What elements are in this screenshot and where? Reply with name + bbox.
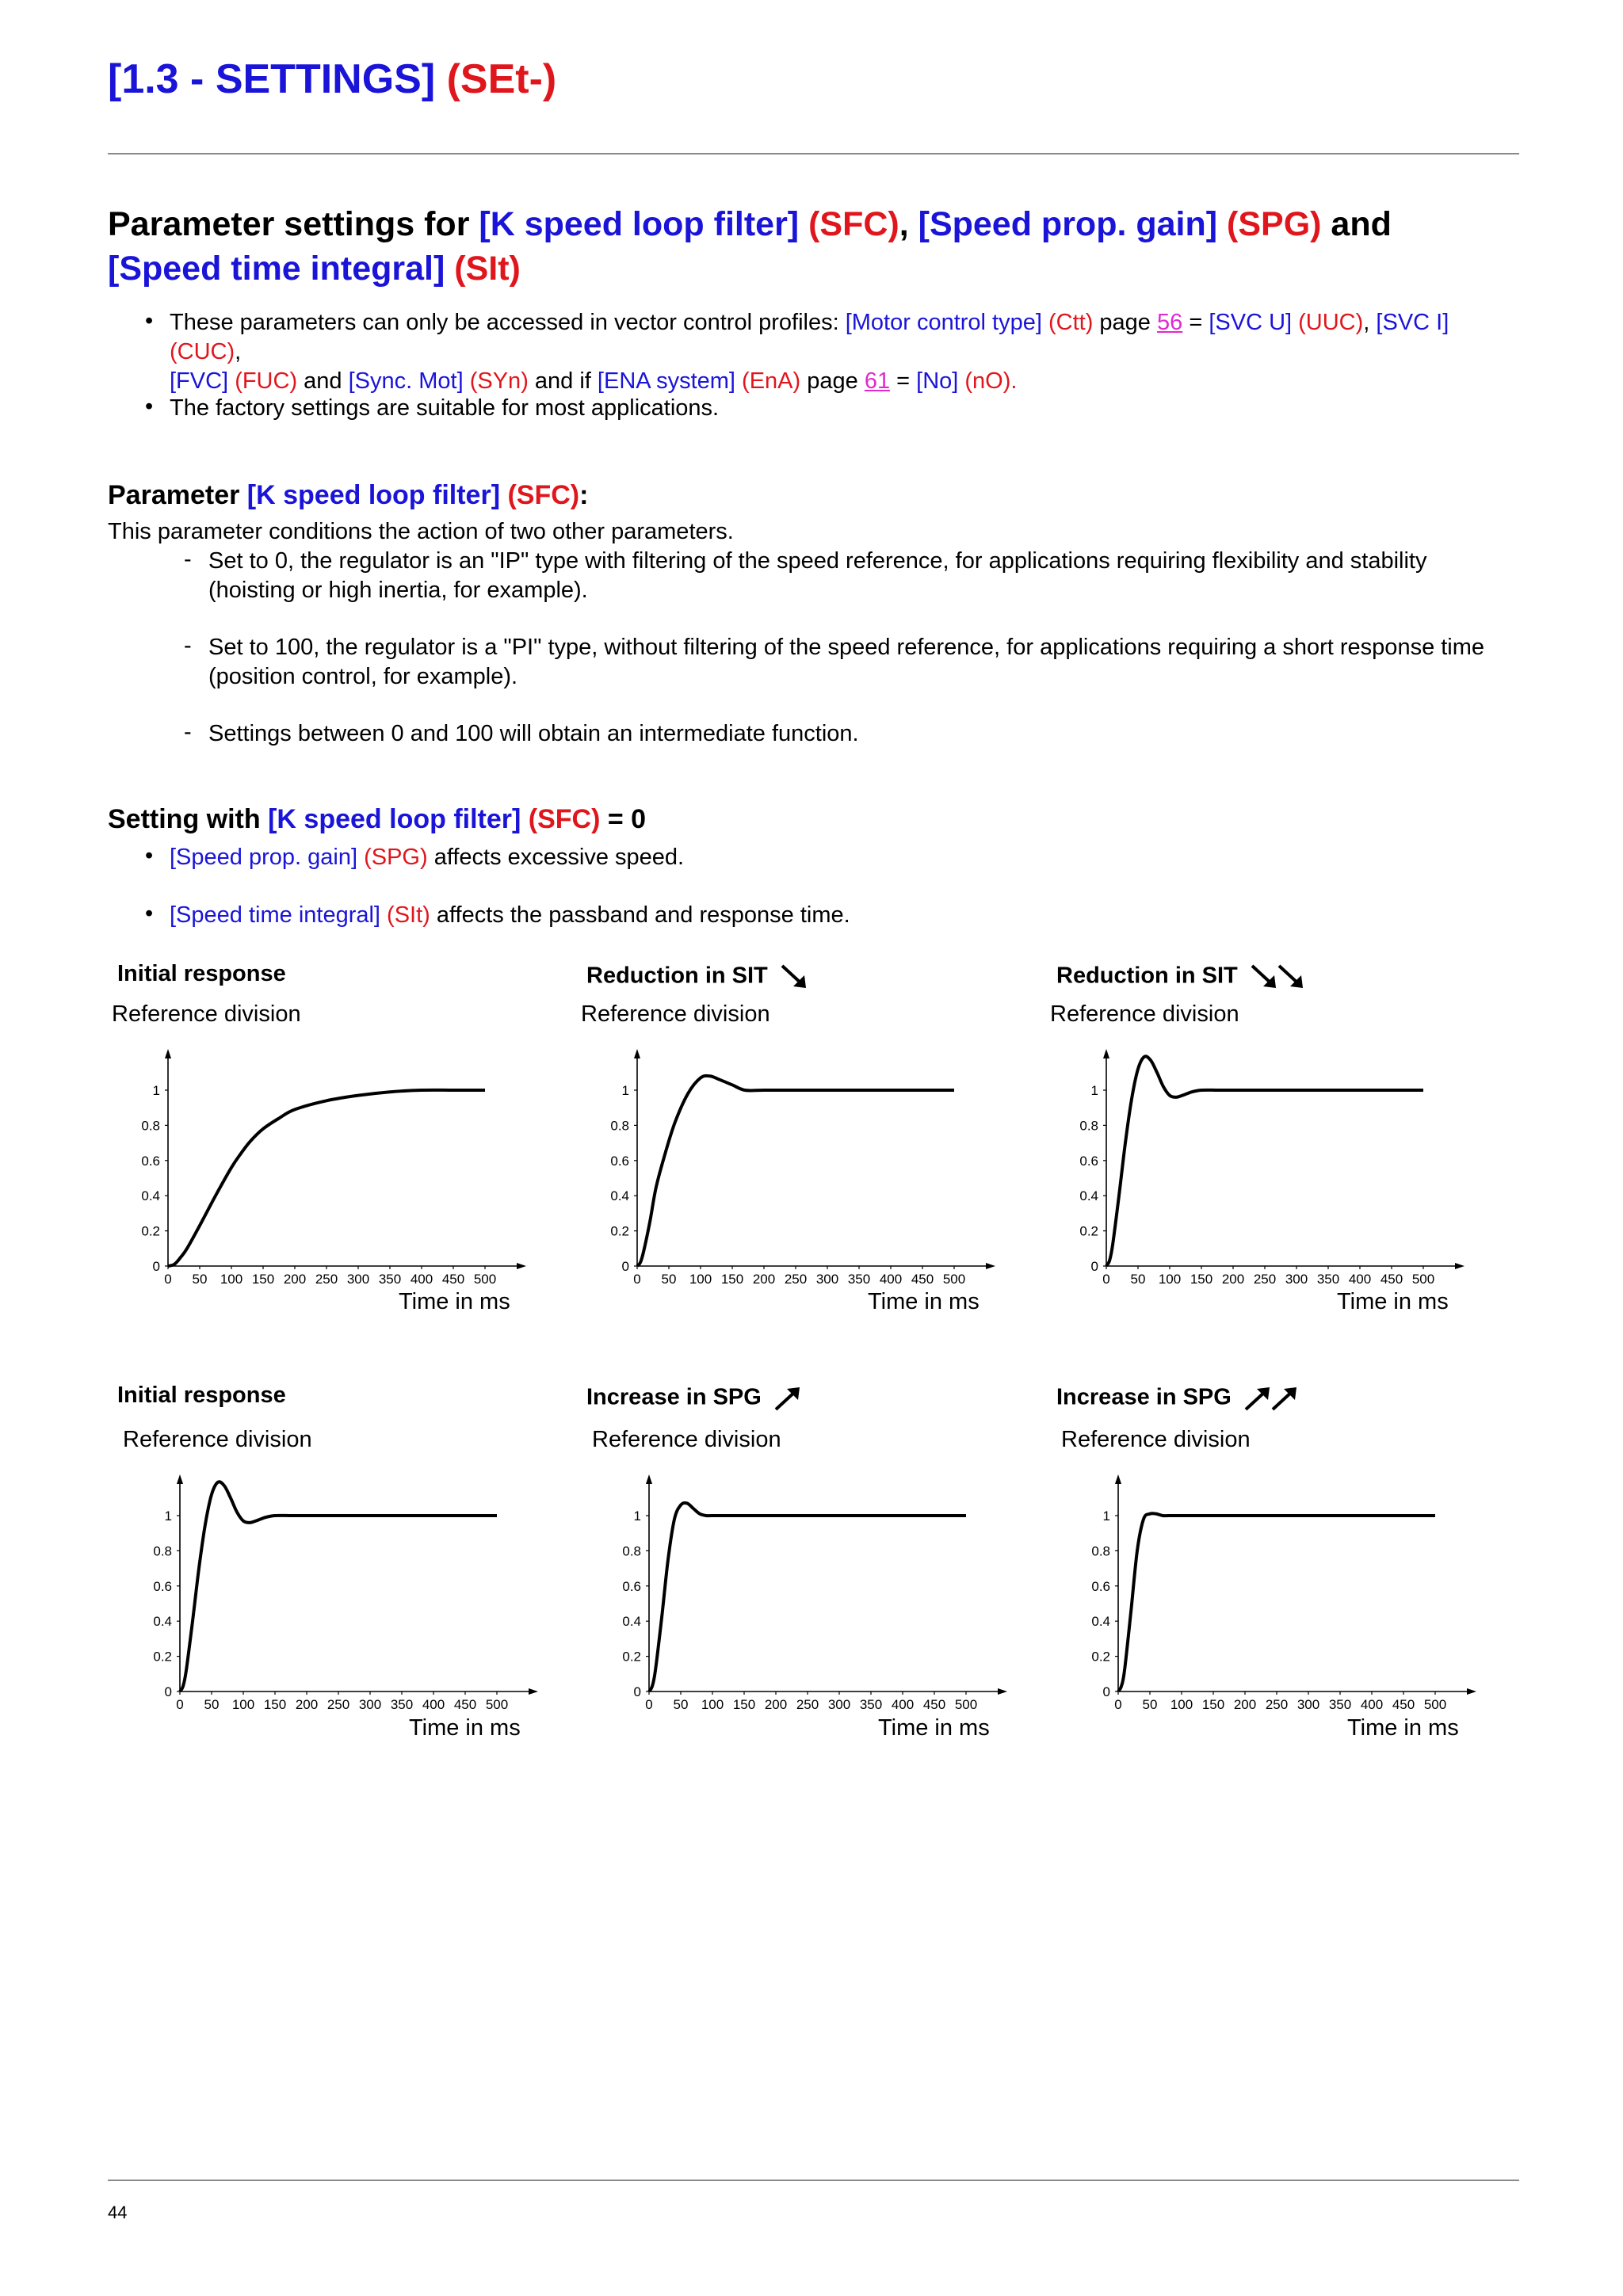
arrow-up-right-icon xyxy=(1243,1383,1314,1414)
x-tick-label: 500 xyxy=(954,1697,978,1712)
x-tick-label: 350 xyxy=(1316,1272,1340,1287)
chart-title-text: Increase in SPG xyxy=(586,1384,762,1410)
x-tick-label: 400 xyxy=(891,1697,915,1712)
bullet-dot: • xyxy=(145,394,154,419)
response-curve xyxy=(637,1076,954,1266)
param-sfc-item: Set to 100, the regulator is a "PI" type, without filtering of the speed reference, for applications requiring a short response time (position control, for example). xyxy=(208,635,1485,689)
param-sfc-heading xyxy=(108,480,588,511)
x-tick-label: 350 xyxy=(859,1697,883,1712)
bullet-dot: • xyxy=(145,308,154,334)
x-tick-label: 300 xyxy=(1285,1272,1308,1287)
text: and xyxy=(297,368,349,394)
response-curve xyxy=(168,1090,485,1266)
param-code: (SYn) xyxy=(469,368,529,394)
x-axis-arrow xyxy=(998,1688,1007,1695)
response-chart xyxy=(588,1046,1000,1287)
x-tick-label: 0 xyxy=(645,1697,653,1712)
chart-title xyxy=(586,961,819,993)
x-tick-label: 0 xyxy=(1102,1272,1110,1287)
x-tick-label: 300 xyxy=(1296,1697,1320,1712)
x-tick-label: 50 xyxy=(673,1697,689,1712)
param-code: (Ctt) xyxy=(1048,310,1094,335)
x-tick-label: 100 xyxy=(1170,1697,1193,1712)
y-tick-label: 0.6 xyxy=(1079,1153,1098,1169)
y-tick-label: 0.4 xyxy=(141,1188,160,1204)
y-axis-arrow xyxy=(646,1474,652,1484)
x-tick-label: 450 xyxy=(441,1272,465,1287)
text: and if xyxy=(528,368,598,394)
text: affects excessive speed. xyxy=(427,845,685,870)
section-header xyxy=(108,55,556,103)
x-tick-label: 500 xyxy=(942,1272,966,1287)
y-tick-label: 0.4 xyxy=(622,1614,641,1630)
bottom-rule xyxy=(108,2180,1519,2181)
chart-title xyxy=(117,961,286,987)
response-curve xyxy=(180,1482,497,1691)
param-sfc-item: Set to 0, the regulator is an "IP" type with filtering of the speed reference, for applications requiring flexibility and stability (hoisting or high inertia, for example). xyxy=(208,548,1427,603)
chart-ylabel: Reference division xyxy=(112,1001,301,1027)
param-name: [K speed loop filter] xyxy=(268,804,521,834)
response-chart xyxy=(1069,1471,1481,1712)
x-tick-label: 400 xyxy=(1360,1697,1384,1712)
text: . xyxy=(1010,368,1018,394)
x-tick-label: 400 xyxy=(422,1697,445,1712)
x-tick-label: 400 xyxy=(879,1272,903,1287)
x-tick-label: 200 xyxy=(752,1272,776,1287)
param-name: [SVC U] xyxy=(1209,310,1293,335)
x-tick-label: 250 xyxy=(796,1697,819,1712)
x-tick-label: 500 xyxy=(1411,1272,1435,1287)
y-tick-label: 0.2 xyxy=(610,1223,629,1239)
bullet-access-conditions xyxy=(170,308,1525,396)
x-tick-label: 100 xyxy=(220,1272,243,1287)
y-tick-label: 0.8 xyxy=(1091,1543,1110,1559)
title-and: and xyxy=(1321,205,1392,243)
y-tick-label: 0.8 xyxy=(153,1543,172,1559)
param-name: [Speed time integral] xyxy=(170,902,380,928)
y-tick-label: 0.2 xyxy=(141,1223,160,1239)
y-axis-arrow xyxy=(165,1049,171,1058)
title-sit-link: [Speed time integral] xyxy=(108,250,445,288)
y-axis-arrow xyxy=(177,1474,183,1484)
chart-xlabel: Time in ms xyxy=(1347,1715,1459,1741)
x-tick-label: 100 xyxy=(701,1697,724,1712)
section-header-blue: [1.3 - SETTINGS] xyxy=(108,56,436,102)
x-tick-label: 100 xyxy=(689,1272,712,1287)
y-tick-label: 1 xyxy=(1102,1508,1110,1524)
x-tick-label: 0 xyxy=(176,1697,184,1712)
chart-title xyxy=(586,1383,812,1414)
x-tick-label: 0 xyxy=(1114,1697,1122,1712)
x-tick-label: 450 xyxy=(1380,1272,1403,1287)
title-sit-code: (SIt) xyxy=(454,250,521,288)
text: , xyxy=(235,339,242,364)
x-tick-label: 500 xyxy=(1423,1697,1447,1712)
title-comma: , xyxy=(899,205,918,243)
param-name: [Motor control type] xyxy=(845,310,1042,335)
top-rule xyxy=(108,153,1519,154)
x-axis-arrow xyxy=(517,1263,526,1269)
chart-xlabel: Time in ms xyxy=(409,1715,521,1741)
x-tick-label: 300 xyxy=(815,1272,839,1287)
text: affects the passband and response time. xyxy=(430,902,850,928)
x-axis-arrow xyxy=(1467,1688,1476,1695)
chart-title-text: Reduction in SIT xyxy=(586,963,768,989)
param-code: (nO) xyxy=(964,368,1011,394)
y-tick-label: 0.6 xyxy=(1091,1578,1110,1594)
page-number: 44 xyxy=(108,2203,128,2222)
text: page xyxy=(800,368,865,394)
title-sfc-link: [K speed loop filter] xyxy=(479,205,800,243)
y-tick-label: 0.4 xyxy=(610,1188,629,1204)
y-tick-label: 0.6 xyxy=(141,1153,160,1169)
y-tick-label: 0 xyxy=(633,1684,641,1699)
arrow-down-right-icon xyxy=(779,961,819,993)
y-tick-label: 1 xyxy=(152,1083,160,1098)
chart-title-text: Initial response xyxy=(117,1383,286,1408)
y-tick-label: 0.8 xyxy=(1079,1118,1098,1134)
y-tick-label: 1 xyxy=(633,1508,641,1524)
x-tick-label: 150 xyxy=(263,1697,287,1712)
chart-ylabel: Reference division xyxy=(1050,1001,1239,1027)
y-tick-label: 0.8 xyxy=(622,1543,641,1559)
bullet-sit-effect xyxy=(170,901,1525,930)
text: Parameter xyxy=(108,480,247,510)
response-curve xyxy=(649,1503,966,1691)
x-tick-label: 250 xyxy=(327,1697,350,1712)
param-name: [No] xyxy=(916,368,959,394)
bullet-dot: • xyxy=(145,901,154,926)
x-axis-arrow xyxy=(529,1688,538,1695)
x-tick-label: 400 xyxy=(1348,1272,1372,1287)
y-tick-label: 0 xyxy=(1090,1259,1098,1274)
param-code: (CUC) xyxy=(170,339,235,364)
x-axis-arrow xyxy=(1455,1263,1465,1269)
y-tick-label: 1 xyxy=(164,1508,172,1524)
y-axis-arrow xyxy=(1115,1474,1121,1484)
response-chart xyxy=(131,1471,543,1712)
bullet-dot: • xyxy=(145,843,154,868)
x-tick-label: 50 xyxy=(192,1272,208,1287)
x-axis-arrow xyxy=(986,1263,995,1269)
x-tick-label: 300 xyxy=(346,1272,370,1287)
y-tick-label: 0.4 xyxy=(153,1614,172,1630)
param-name: [K speed loop filter] xyxy=(246,480,501,510)
text: Setting with xyxy=(108,804,269,834)
y-tick-label: 0.2 xyxy=(1091,1649,1110,1665)
y-axis-arrow xyxy=(634,1049,640,1058)
text: = 0 xyxy=(600,804,647,834)
y-tick-label: 0.2 xyxy=(153,1649,172,1665)
x-tick-label: 500 xyxy=(485,1697,509,1712)
x-tick-label: 150 xyxy=(732,1697,756,1712)
arrow-up-right-icon xyxy=(773,1383,812,1414)
chart-ylabel: Reference division xyxy=(123,1427,312,1452)
param-name: [Sync. Mot] xyxy=(348,368,464,394)
chart-ylabel: Reference division xyxy=(1061,1427,1251,1452)
bullet-factory-settings: The factory settings are suitable for most applications. xyxy=(170,395,720,421)
section-header-red: (SEt-) xyxy=(446,56,557,102)
setting-sfc-heading xyxy=(108,804,646,835)
y-tick-label: 0.2 xyxy=(1079,1223,1098,1239)
x-tick-label: 150 xyxy=(1201,1697,1225,1712)
param-code: (FUC) xyxy=(235,368,298,394)
x-tick-label: 100 xyxy=(1158,1272,1182,1287)
x-tick-label: 350 xyxy=(847,1272,871,1287)
param-name: [FVC] xyxy=(170,368,229,394)
response-curve xyxy=(1118,1513,1435,1691)
chart-xlabel: Time in ms xyxy=(399,1289,510,1314)
chart-xlabel: Time in ms xyxy=(868,1289,980,1314)
title-text: Parameter settings for xyxy=(108,205,479,243)
title-spg-link: [Speed prop. gain] xyxy=(918,205,1218,243)
chart-xlabel: Time in ms xyxy=(878,1715,990,1741)
response-chart xyxy=(119,1046,531,1287)
param-code: (UUC) xyxy=(1298,310,1364,335)
chart-title xyxy=(1056,1383,1314,1414)
dash: - xyxy=(184,633,192,658)
x-tick-label: 450 xyxy=(911,1272,934,1287)
x-tick-label: 500 xyxy=(473,1272,497,1287)
x-tick-label: 250 xyxy=(1253,1272,1277,1287)
title-spg-code: (SPG) xyxy=(1227,205,1322,243)
y-tick-label: 0 xyxy=(621,1259,629,1274)
x-tick-label: 350 xyxy=(1328,1697,1352,1712)
page-link-56[interactable]: 56 xyxy=(1157,310,1183,335)
chart-title xyxy=(1056,961,1320,993)
x-tick-label: 0 xyxy=(633,1272,641,1287)
chart-title-text: Reduction in SIT xyxy=(1056,963,1238,989)
x-tick-label: 450 xyxy=(922,1697,946,1712)
arrow-down-right-icon xyxy=(1249,961,1320,993)
x-tick-label: 150 xyxy=(251,1272,275,1287)
y-tick-label: 0 xyxy=(1102,1684,1110,1699)
response-curve xyxy=(1106,1056,1423,1266)
param-code: (SPG) xyxy=(364,845,428,870)
y-tick-label: 1 xyxy=(621,1083,629,1098)
y-tick-label: 0.6 xyxy=(153,1578,172,1594)
y-tick-label: 0.4 xyxy=(1079,1188,1098,1204)
x-tick-label: 350 xyxy=(378,1272,402,1287)
x-tick-label: 150 xyxy=(720,1272,744,1287)
text: These parameters can only be accessed in vector control profiles: xyxy=(170,310,846,335)
chart-title xyxy=(117,1383,286,1409)
x-tick-label: 50 xyxy=(661,1272,677,1287)
x-tick-label: 250 xyxy=(315,1272,338,1287)
y-tick-label: 0.6 xyxy=(610,1153,629,1169)
text: , xyxy=(1363,310,1377,335)
y-tick-label: 0 xyxy=(152,1259,160,1274)
y-tick-label: 0.8 xyxy=(141,1118,160,1134)
x-tick-label: 300 xyxy=(827,1697,851,1712)
y-tick-label: 0.2 xyxy=(622,1649,641,1665)
x-tick-label: 450 xyxy=(1392,1697,1415,1712)
x-tick-label: 200 xyxy=(764,1697,788,1712)
text: = xyxy=(1182,310,1209,335)
page-link-61[interactable]: 61 xyxy=(864,368,891,394)
page-title xyxy=(108,202,1534,291)
x-tick-label: 100 xyxy=(231,1697,255,1712)
param-code: (EnA) xyxy=(742,368,801,394)
param-name: [Speed prop. gain] xyxy=(170,845,358,870)
chart-title-text: Increase in SPG xyxy=(1056,1384,1232,1410)
chart-ylabel: Reference division xyxy=(592,1427,781,1452)
x-tick-label: 50 xyxy=(204,1697,220,1712)
text: = xyxy=(890,368,917,394)
text: page xyxy=(1093,310,1157,335)
param-code: (SFC) xyxy=(507,480,580,510)
chart-ylabel: Reference division xyxy=(581,1001,770,1027)
x-tick-label: 150 xyxy=(1190,1272,1213,1287)
x-tick-label: 450 xyxy=(453,1697,477,1712)
bullet-spg-effect xyxy=(170,843,1525,872)
x-tick-label: 250 xyxy=(1265,1697,1289,1712)
x-tick-label: 400 xyxy=(410,1272,433,1287)
y-axis-arrow xyxy=(1103,1049,1109,1058)
response-chart xyxy=(1057,1046,1469,1287)
response-chart xyxy=(600,1471,1012,1712)
x-tick-label: 200 xyxy=(1221,1272,1245,1287)
x-tick-label: 200 xyxy=(283,1272,307,1287)
param-sfc-intro: This parameter conditions the action of two other parameters. xyxy=(108,519,734,544)
y-tick-label: 0 xyxy=(164,1684,172,1699)
x-tick-label: 200 xyxy=(295,1697,319,1712)
param-name: [ENA system] xyxy=(597,368,735,394)
x-tick-label: 350 xyxy=(390,1697,414,1712)
x-tick-label: 300 xyxy=(358,1697,382,1712)
y-tick-label: 0.8 xyxy=(610,1118,629,1134)
y-tick-label: 0.6 xyxy=(622,1578,641,1594)
dash: - xyxy=(184,547,192,572)
chart-xlabel: Time in ms xyxy=(1337,1289,1449,1314)
x-tick-label: 50 xyxy=(1130,1272,1146,1287)
param-code: (SFC) xyxy=(528,804,601,834)
title-sfc-code: (SFC) xyxy=(808,205,899,243)
dash: - xyxy=(184,719,192,745)
x-tick-label: 200 xyxy=(1233,1697,1257,1712)
chart-title-text: Initial response xyxy=(117,961,286,986)
param-sfc-item: Settings between 0 and 100 will obtain an intermediate function. xyxy=(208,721,859,746)
x-tick-label: 0 xyxy=(164,1272,172,1287)
param-name: [SVC I] xyxy=(1376,310,1449,335)
y-tick-label: 0.4 xyxy=(1091,1614,1110,1630)
x-tick-label: 250 xyxy=(784,1272,808,1287)
param-code: (SIt) xyxy=(387,902,430,928)
x-tick-label: 50 xyxy=(1142,1697,1158,1712)
text: : xyxy=(579,480,589,510)
y-tick-label: 1 xyxy=(1090,1083,1098,1098)
